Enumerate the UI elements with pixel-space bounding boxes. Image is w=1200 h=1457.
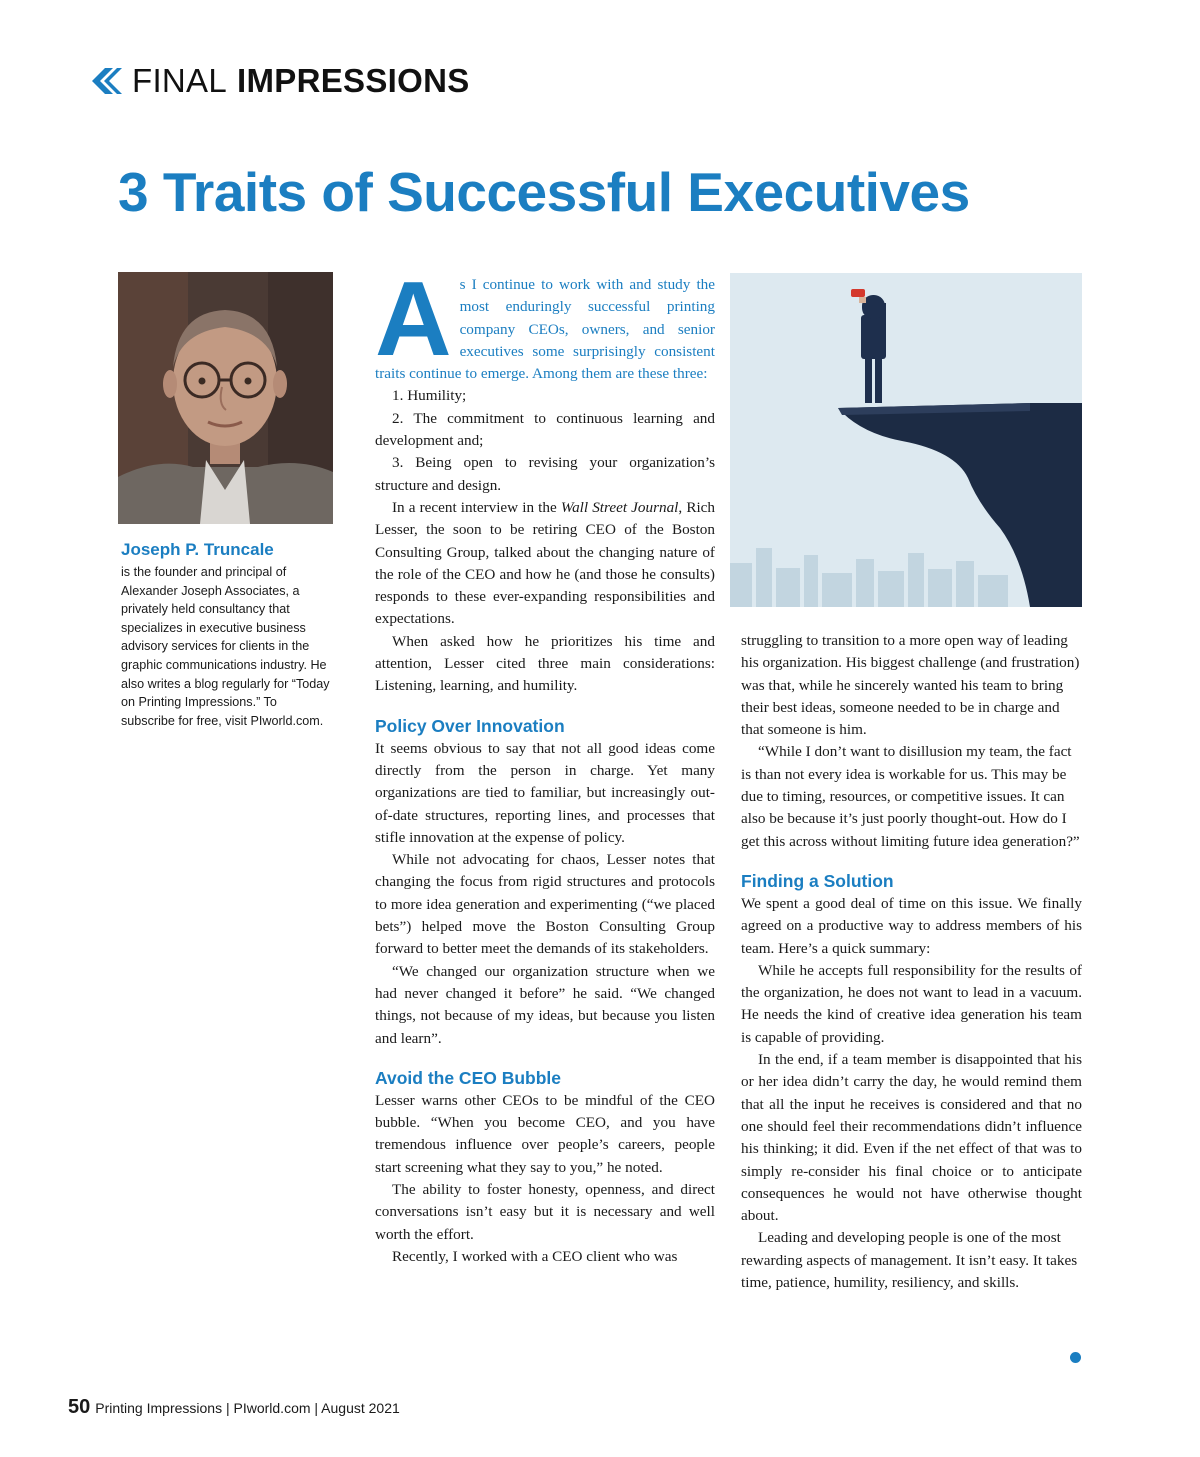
- subheading-policy: Policy Over Innovation: [375, 715, 565, 736]
- drop-cap: A: [375, 260, 452, 378]
- author-name: Joseph P. Truncale: [121, 540, 274, 559]
- double-chevron-left-icon: [88, 66, 122, 96]
- solution-paragraph-2: While he accepts full responsibility for the results of the organization, he does not want to lead in a vacuum. He needs the kind of creative idea generation his team is capable of providing.: [741, 961, 1082, 1046]
- subheading-solution: Finding a Solution: [741, 870, 894, 891]
- lead-paragraph: s I continue to work with and study the most enduringly successful printing company CEOs, owners, and senior executives some surprisingly consistent traits continue to emerge. Among them are these three:: [375, 276, 715, 383]
- policy-paragraph-2: While not advocating for chaos, Lesser notes that changing the focus from rigid structures and protocols to more idea generation and experimenting (“we placed bets”) helped move the Boston Consulting Group forward to better meet the demands of its stakeholders.: [375, 851, 715, 958]
- article-column-1: [375, 260, 716, 1268]
- author-photo: [118, 272, 333, 524]
- page-footer: [68, 1396, 400, 1419]
- end-mark-dot: [1070, 1352, 1081, 1363]
- interview-text-after: , Rich Lesser, the soon to be retiring CEO of the Boston Consulting Group, talked about the changing nature of the role of the CEO and how he (and those he consults) responds to these ever-expanding responsibilities and expectations.: [375, 498, 716, 628]
- author-bio: is the founder and principal of Alexander Joseph Associates, a privately held consultancy that specializes in executive business advisory services for clients in the graphic communications industry. He also writes a blog regularly for “Today on Printing Impressions.” To subscribe for free, visit PIworld.com.: [121, 565, 330, 728]
- trait-item-1: 1. Humility;: [392, 387, 467, 405]
- section-header: [88, 62, 470, 100]
- priorities-paragraph: When asked how he prioritizes his time and attention, Lesser cited three main considerations: Listening, learning, and humility.: [375, 632, 715, 695]
- section-name: IMPRESSIONS: [237, 62, 470, 99]
- solution-paragraph-4: Leading and developing people is one of the most rewarding aspects of management. It isn’t easy. It takes time, patience, humility, resiliency, and skills.: [741, 1229, 1078, 1292]
- bubble-paragraph-1: Lesser warns other CEOs to be mindful of the CEO bubble. “When you become CEO, and you have tremendous influence over people’s careers, people start screening what they say to you,” he noted.: [375, 1091, 715, 1176]
- client-continued-paragraph: struggling to transition to a more open way of leading his organization. His biggest challenge (and frustration) was that, while he sincerely wanted his team to bring their best ideas, someone needed to be in charge and that someone is him.: [741, 632, 1080, 739]
- publication-name: Wall Street Journal: [560, 498, 679, 516]
- solution-paragraph-1: We spent a good deal of time on this issue. We finally agreed on a productive way to address members of his team. Here’s a quick summary:: [741, 894, 1082, 957]
- bubble-paragraph-3: Recently, I worked with a CEO client who was: [392, 1247, 678, 1265]
- page-number: 50: [68, 1396, 91, 1418]
- section-prefix: FINAL: [132, 62, 228, 99]
- trait-item-2: 2. The commitment to continuous learning and development and;: [375, 409, 715, 450]
- client-quote-paragraph: “While I don’t want to disillusion my team, the fact is than not every idea is workable for us. This may be due to timing, resources, or competitive issues. It can also be because it’s just poorly thought-out. How do I get this across without limiting future idea generation?”: [741, 743, 1080, 850]
- cliff-illustration: [730, 273, 1082, 607]
- bubble-paragraph-2: The ability to foster honesty, openness, and direct conversations isn’t easy but it is necessary and well worth the effort.: [375, 1180, 715, 1243]
- interview-paragraph: [375, 497, 715, 631]
- subheading-ceo-bubble: Avoid the CEO Bubble: [375, 1067, 562, 1088]
- article-column-2: [741, 630, 1082, 1294]
- interview-text-before: In a recent interview in the: [392, 498, 561, 516]
- article-title: 3 Traits of Successful Executives: [118, 161, 970, 223]
- policy-paragraph-1: It seems obvious to say that not all good ideas come directly from the person in charge. Yet many organizations are tied to familiar, but increasingly out-of-date structures, reporting lines, and processes that stifle innovation at the expense of policy.: [375, 739, 715, 846]
- footer-text: Printing Impressions | PIworld.com | August 2021: [95, 1400, 400, 1416]
- trait-item-3: 3. Being open to revising your organization’s structure and design.: [375, 454, 715, 494]
- solution-paragraph-3: In the end, if a team member is disappointed that his or her idea didn’t carry the day, he would remind them that all the input he receives is considered and that no one should feel their recommendations didn’t influence his thinking; it did. Even if the net effect of that was to simply re-consider his final choice or to anticipate consequences he would not have otherwise thought about.: [741, 1051, 1082, 1225]
- policy-paragraph-3: “We changed our organization structure when we had never changed it before” he said. “We changed things, not because of my ideas, but because you listen and learn”.: [375, 962, 715, 1047]
